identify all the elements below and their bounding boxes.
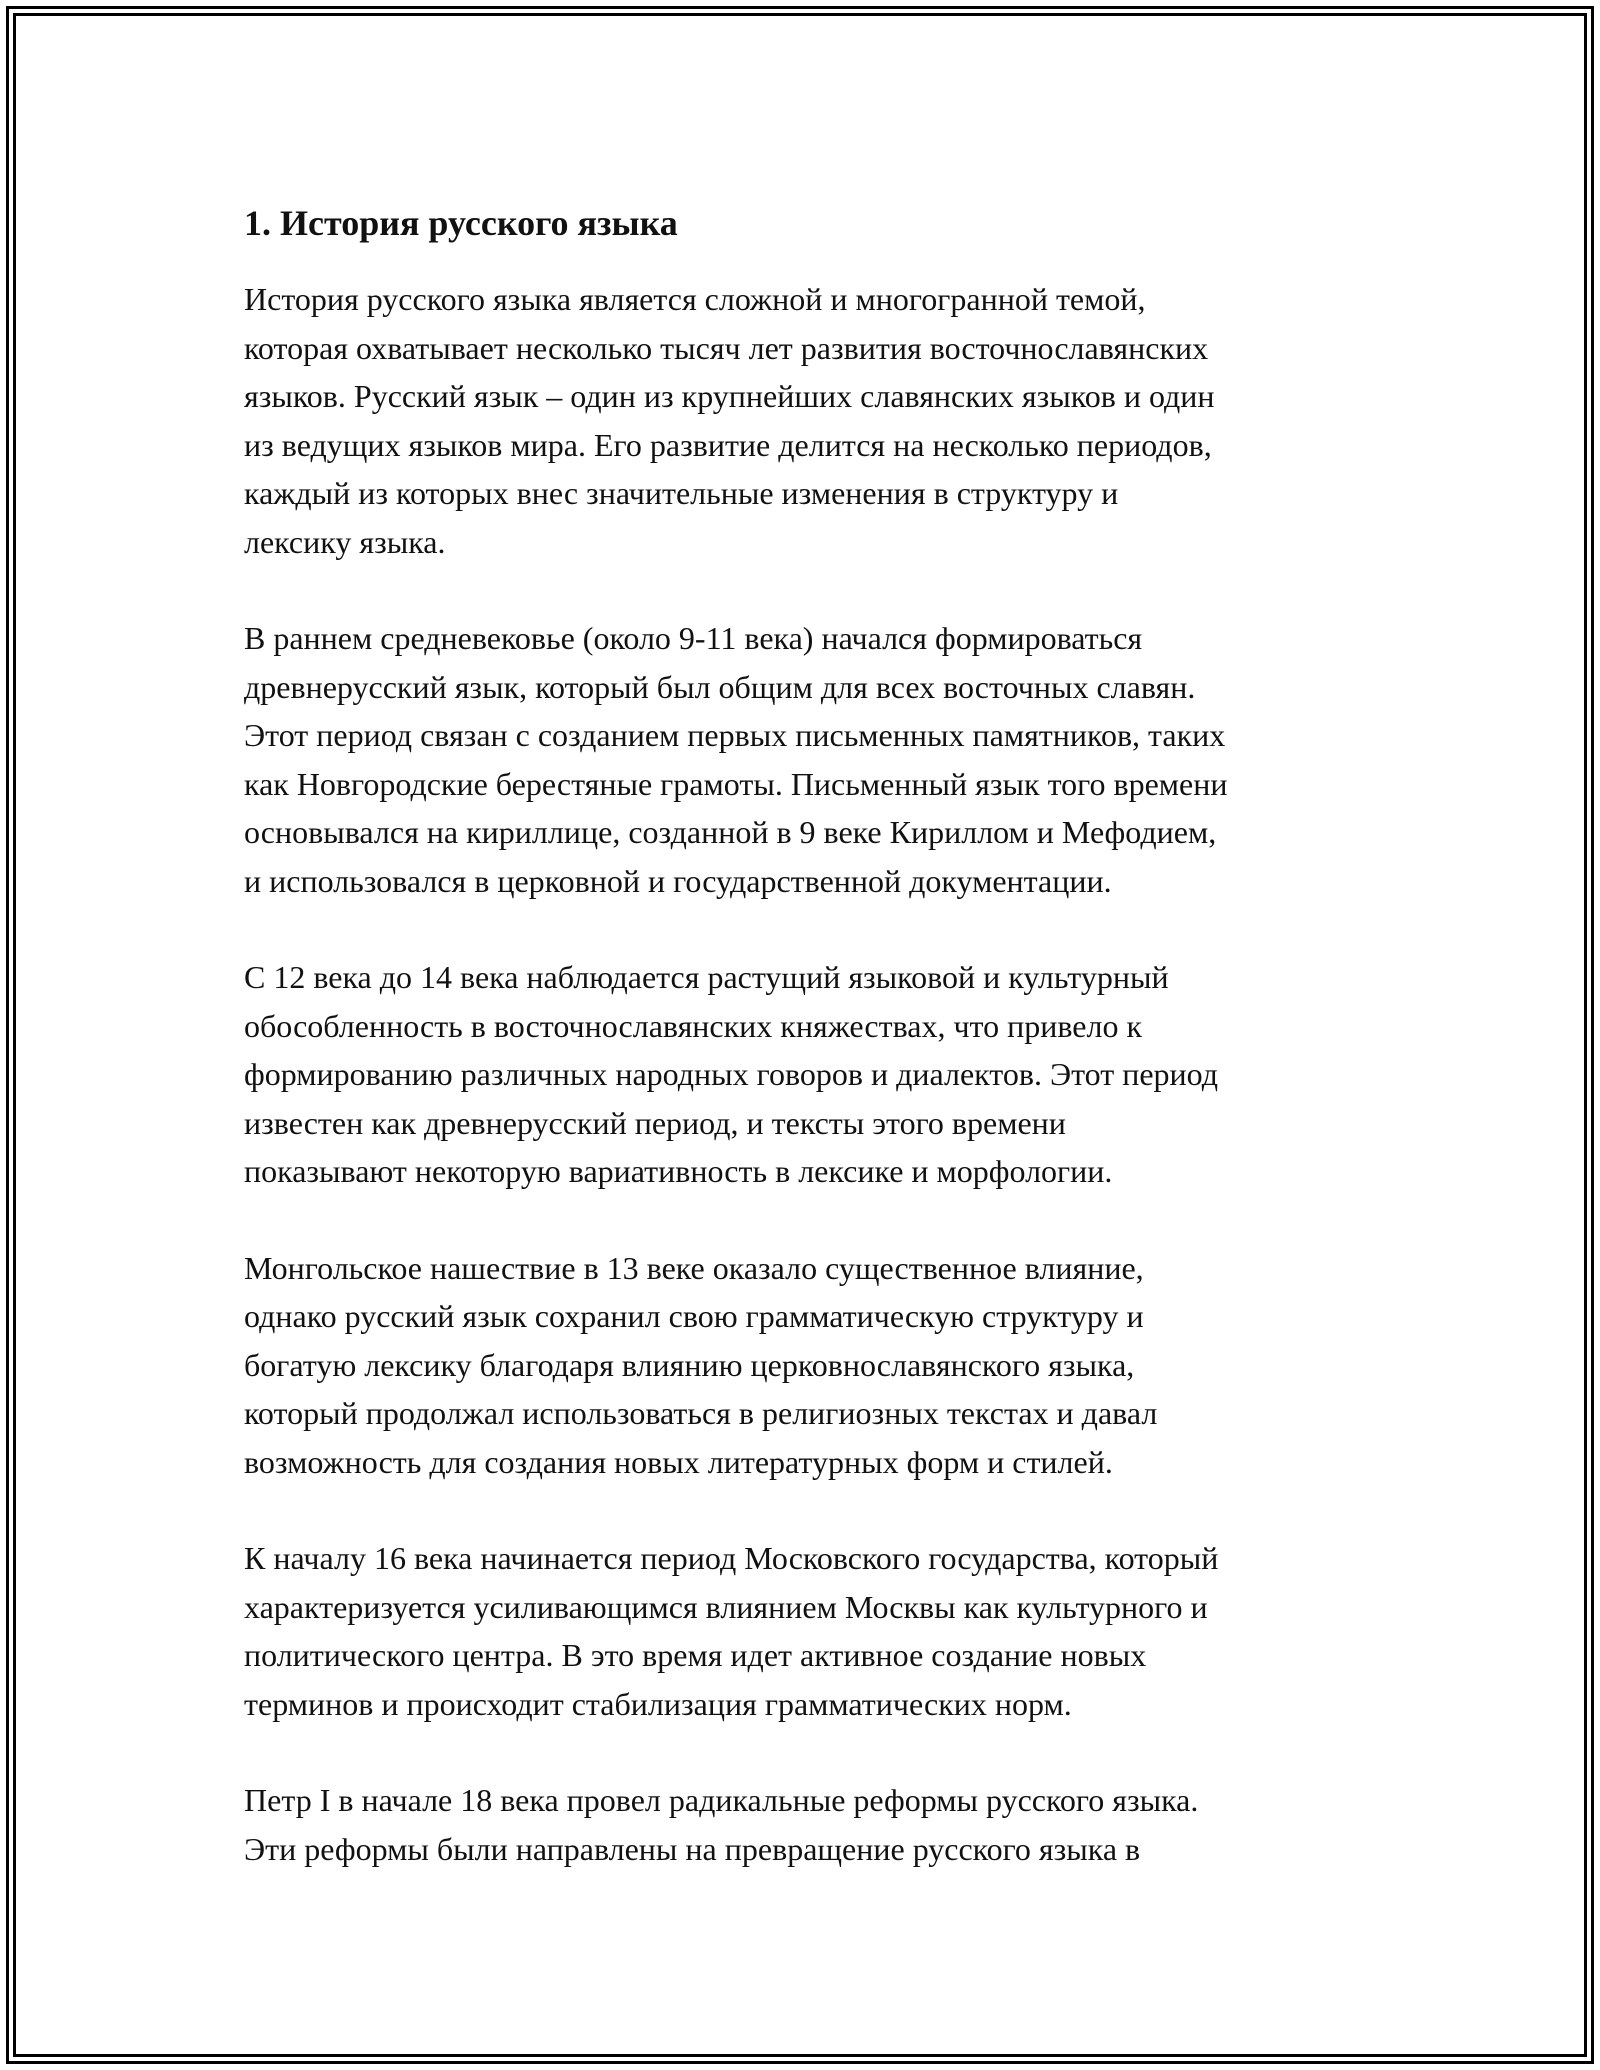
text-line: В раннем средневековье (около 9-11 века) начался формироваться	[244, 620, 1143, 656]
text-line: из ведущих языков мира. Его развитие делится на несколько периодов,	[244, 426, 1212, 463]
text-line: К началу 16 века начинается период Московского государства, который	[244, 1540, 1219, 1576]
text-line: однако русский язык сохранил свою грамматическую структуру и	[244, 1298, 1144, 1334]
text-line: древнерусский язык, который был общим для всех восточных славян.	[244, 668, 1196, 705]
paragraph-5	[244, 1534, 1404, 1728]
text-line: Этот период связан с созданием первых письменных памятников, таких	[244, 717, 1226, 753]
paragraph-3	[244, 953, 1404, 1196]
text-line: известен как древнерусский период, и тексты этого времени	[244, 1104, 1066, 1141]
text-line: как Новгородские берестяные грамоты. Письменный язык того времени	[244, 765, 1228, 802]
text-line: характеризуется усиливающимся влиянием Москвы как культурного и	[244, 1588, 1208, 1625]
text-line: История русского языка является сложной и многогранной темой,	[244, 281, 1146, 317]
text-line: С 12 века до 14 века наблюдается растущий языковой и культурный	[244, 959, 1169, 995]
text-line: языков. Русский язык – один из крупнейших славянских языков и один	[244, 378, 1215, 414]
paragraph-2	[244, 614, 1404, 905]
text-line: политического центра. В это время идет активное создание новых	[244, 1637, 1147, 1673]
page-border	[6, 6, 1594, 2064]
text-line: обособленность в восточнославянских княжествах, что привело к	[244, 1007, 1142, 1044]
document-body	[244, 195, 1404, 1921]
section-title: 1. История русского языка	[244, 203, 678, 243]
text-line: основывался на кириллице, созданной в 9 веке Кириллом и Мефодием,	[244, 814, 1217, 850]
paragraph-4	[244, 1244, 1404, 1487]
text-line: Петр I в начале 18 века провел радикальные реформы русского языка.	[244, 1782, 1199, 1818]
text-line: которая охватывает несколько тысяч лет развития восточнославянских	[244, 329, 1209, 366]
paragraph-1	[244, 275, 1404, 566]
text-line: формированию различных народных говоров и диалектов. Этот период	[244, 1056, 1219, 1092]
text-line: богатую лексику благодаря влиянию церковнославянского языка,	[244, 1346, 1135, 1383]
text-line: каждый из которых внес значительные изменения в структуру и	[244, 475, 1119, 511]
paragraph-6	[244, 1776, 1404, 1873]
text-line: Эти реформы были направлены на превращение русского языка в	[244, 1830, 1141, 1867]
text-line: лексику языка.	[244, 523, 446, 560]
text-line: показывают некоторую вариативность в лексике и морфологии.	[244, 1153, 1113, 1189]
text-line: Монгольское нашествие в 13 веке оказало существенное влияние,	[244, 1249, 1144, 1286]
text-line: терминов и происходит стабилизация грамматических норм.	[244, 1685, 1072, 1722]
text-line: возможность для создания новых литературных форм и стилей.	[244, 1443, 1113, 1480]
text-line: который продолжал использоваться в религиозных текстах и давал	[244, 1395, 1158, 1431]
text-line: и использовался в церковной и государственной документации.	[244, 862, 1112, 899]
